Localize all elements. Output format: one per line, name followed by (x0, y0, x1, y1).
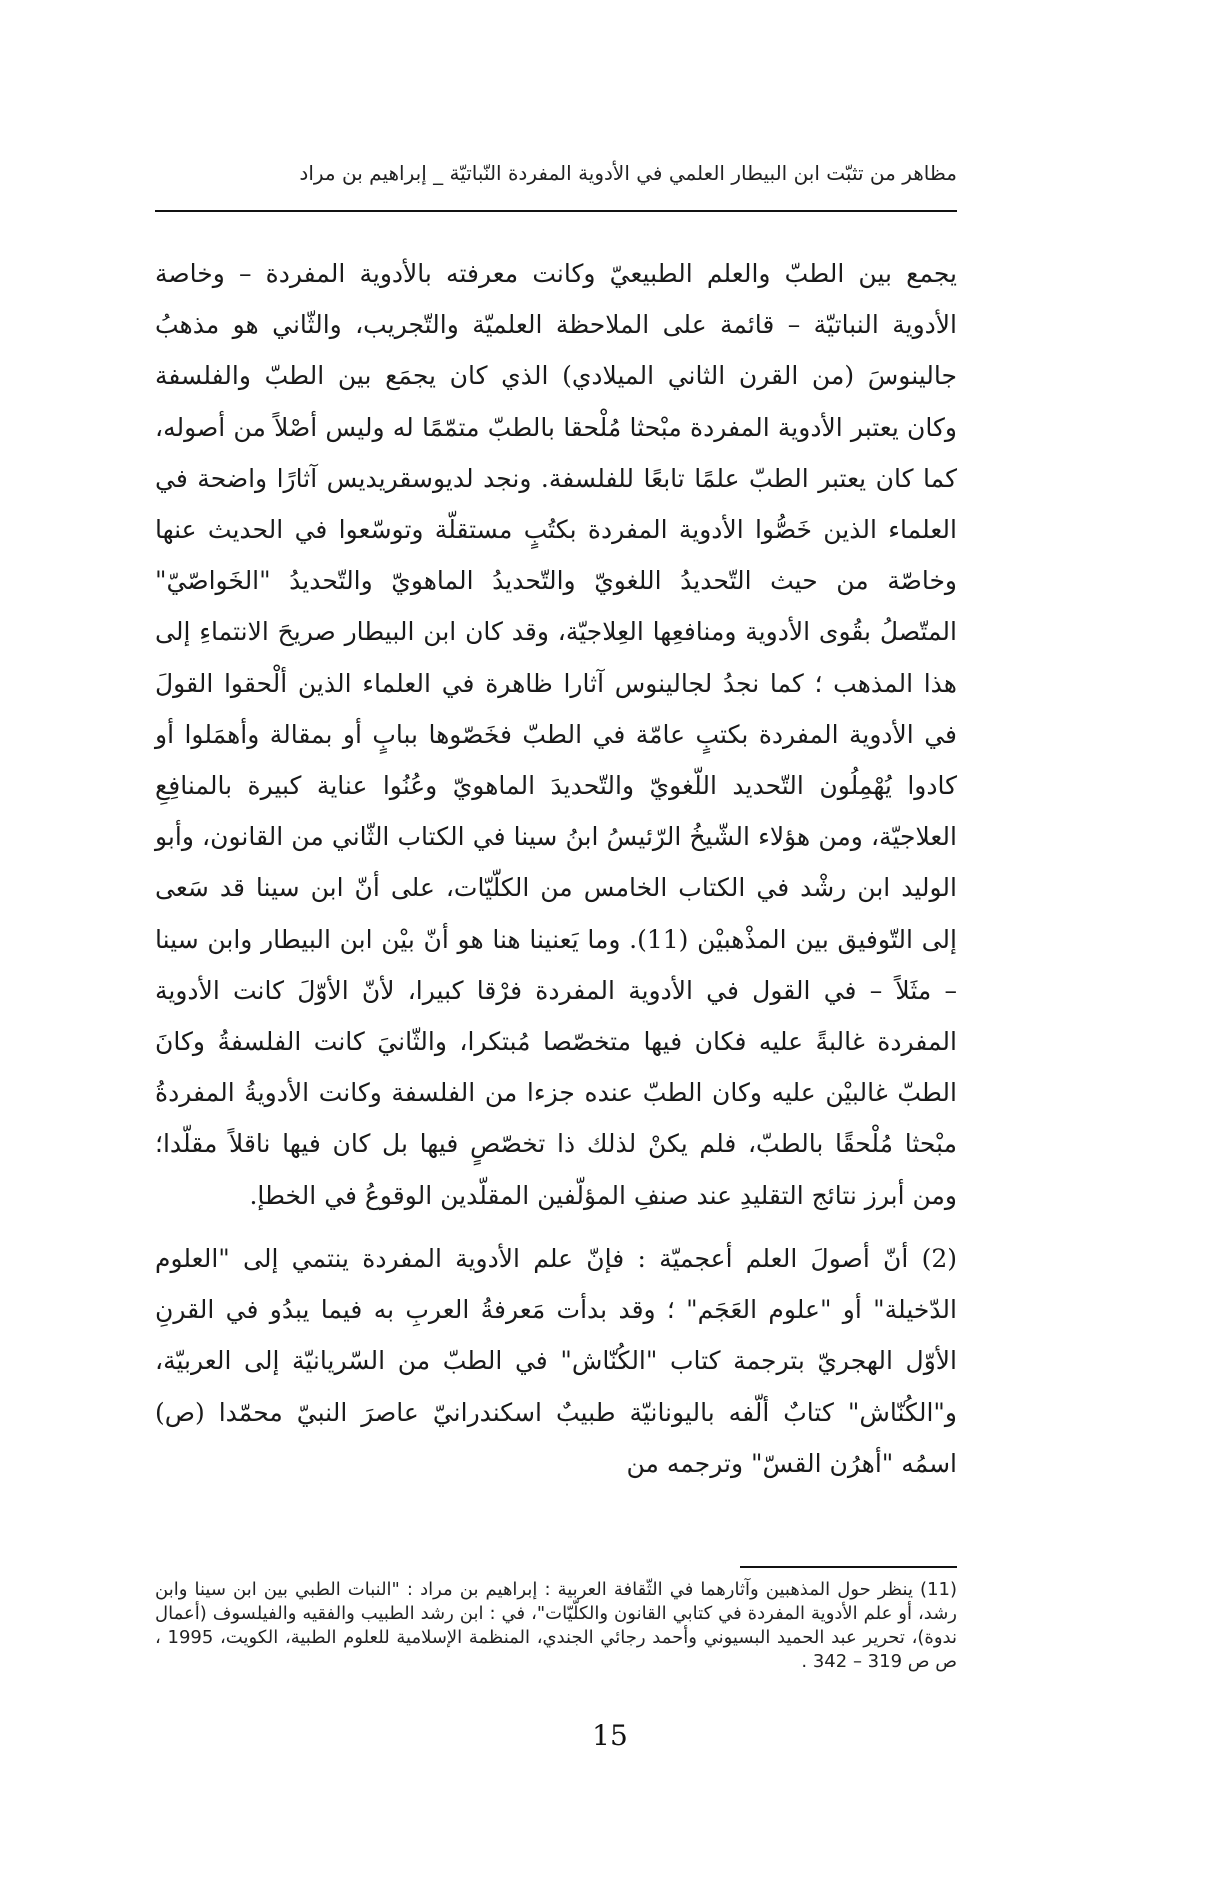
footnote-rule (740, 1566, 957, 1568)
footnote-11: (11) ينظر حول المذهبين وآثارهما في الثّقافة العربية : إبراهيم بن مراد : "النبات الطبي بين ابن سينا وابن رشد، أو علم الأدوية المفردة في كتابي القانون والكلّيّات"، في : ابن رشد الطبيب والفقيه والفيلسوف (أعمال ندوة)، تحرير عبد الحميد البسيوني وأحمد رجائي الجندي، المنظمة الإسلامية للعلوم الطبية، الكويت، 1995 ، ص ص 319 – 342 . (155, 1579, 957, 1672)
body-paragraph-2: (2) أنّ أصولَ العلم أعجميّة : فإنّ علم الأدوية المفردة ينتمي إلى "العلوم الدّخيلة" أو "علوم العَجَم" ؛ وقد بدأت مَعرفةُ العربِ به فيما يبدُو في القرنِ الأوّل الهجريّ بترجمة كتاب "الكُنّاش" في الطبّ من السّريانيّة إلى العربيّة، و"الكُنّاش" كتابٌ ألّفه باليونانيّة طبيبٌ اسكندرانيّ عاصرَ النبيّ محمّدا (ص) اسمُه "أهرُن القسّ" وترجمه من (155, 1244, 957, 1478)
running-title: مظاهر من تثبّت ابن البيطار العلمي في الأدوية المفردة النّباتيّة _ إبراهيم بن مراد (299, 161, 957, 185)
header-rule (155, 210, 957, 212)
page-number: 15 (592, 1719, 628, 1752)
body-paragraph-1: يجمع بين الطبّ والعلم الطبيعيّ وكانت معرفته بالأدوية المفردة – وخاصة الأدوية النباتيّة – قائمة على الملاحظة العلميّة والتّجريب، والثّاني هو مذهبُ جالينوسَ (من القرن الثاني الميلادي) الذي كان يجمَع بين الطبّ والفلسفة وكان يعتبر الأدوية المفردة مبْحثا مُلْحقا بالطبّ متمّمًا له وليس أصْلاً من أصوله، كما كان يعتبر الطبّ علمًا تابعًا للفلسفة. ونجد لديوسقريديس آثارًا واضحة في العلماء الذين خَصُّوا الأدوية المفردة بكتُبٍ مستقلّة وتوسّعوا في الحديث عنها وخاصّة من حيث التّحديدُ اللغويّ والتّحديدُ الماهويّ والتّحديدُ "الخَواصّيّ" المتّصلُ بقُوى الأدوية ومنافعِها العِلاجيّة، وقد كان ابن البيطار صريحَ الانتماءِ إلى هذا المذهب ؛ كما نجدُ لجالينوس آثارا ظاهرة في العلماء الذين ألْحقوا القولَ في الأدوية المفردة بكتبٍ عامّة في الطبّ فخَصّوها ببابٍ أو بمقالة وأهمَلوا أو كادوا يُهْمِلُون التّحديد اللّغويّ والتّحديدَ الماهويّ وعُنُوا عناية كبيرة بالمنافِعِ العلاجيّة، ومن هؤلاء الشّيخُ الرّئيسُ ابنُ سينا في الكتاب الثّاني من القانون، وأبو الوليد ابن رشْد في الكتاب الخامس من الكلّيّات، على أنّ ابن سينا قد سَعى إلى التّوفيق بين المذْهبيْن (11). وما يَعنينا هنا هو أنّ بيْن ابن البيطار وابن سينا – مثَلاً – في القول في الأدوية المفردة فرْقا كبيرا، لأنّ الأوّلَ كانت الأدوية المفردة غالبةً عليه فكان فيها متخصّصا مُبتكرا، والثّانيَ كانت الفلسفةُ وكانَ الطبّ غالبيْن عليه وكان الطبّ عنده جزءا من الفلسفة وكانت الأدويةُ المفردةُ مبْحثا مُلْحقًا بالطبّ، فلم يكنْ لذلك ذا تخصّصٍ فيها بل كان فيها ناقلاً مقلّدا؛ ومن أبرز نتائج التقليدِ عند صنفِ المؤلّفين المقلّدين الوقوعُ في الخطإ. (155, 259, 957, 1210)
